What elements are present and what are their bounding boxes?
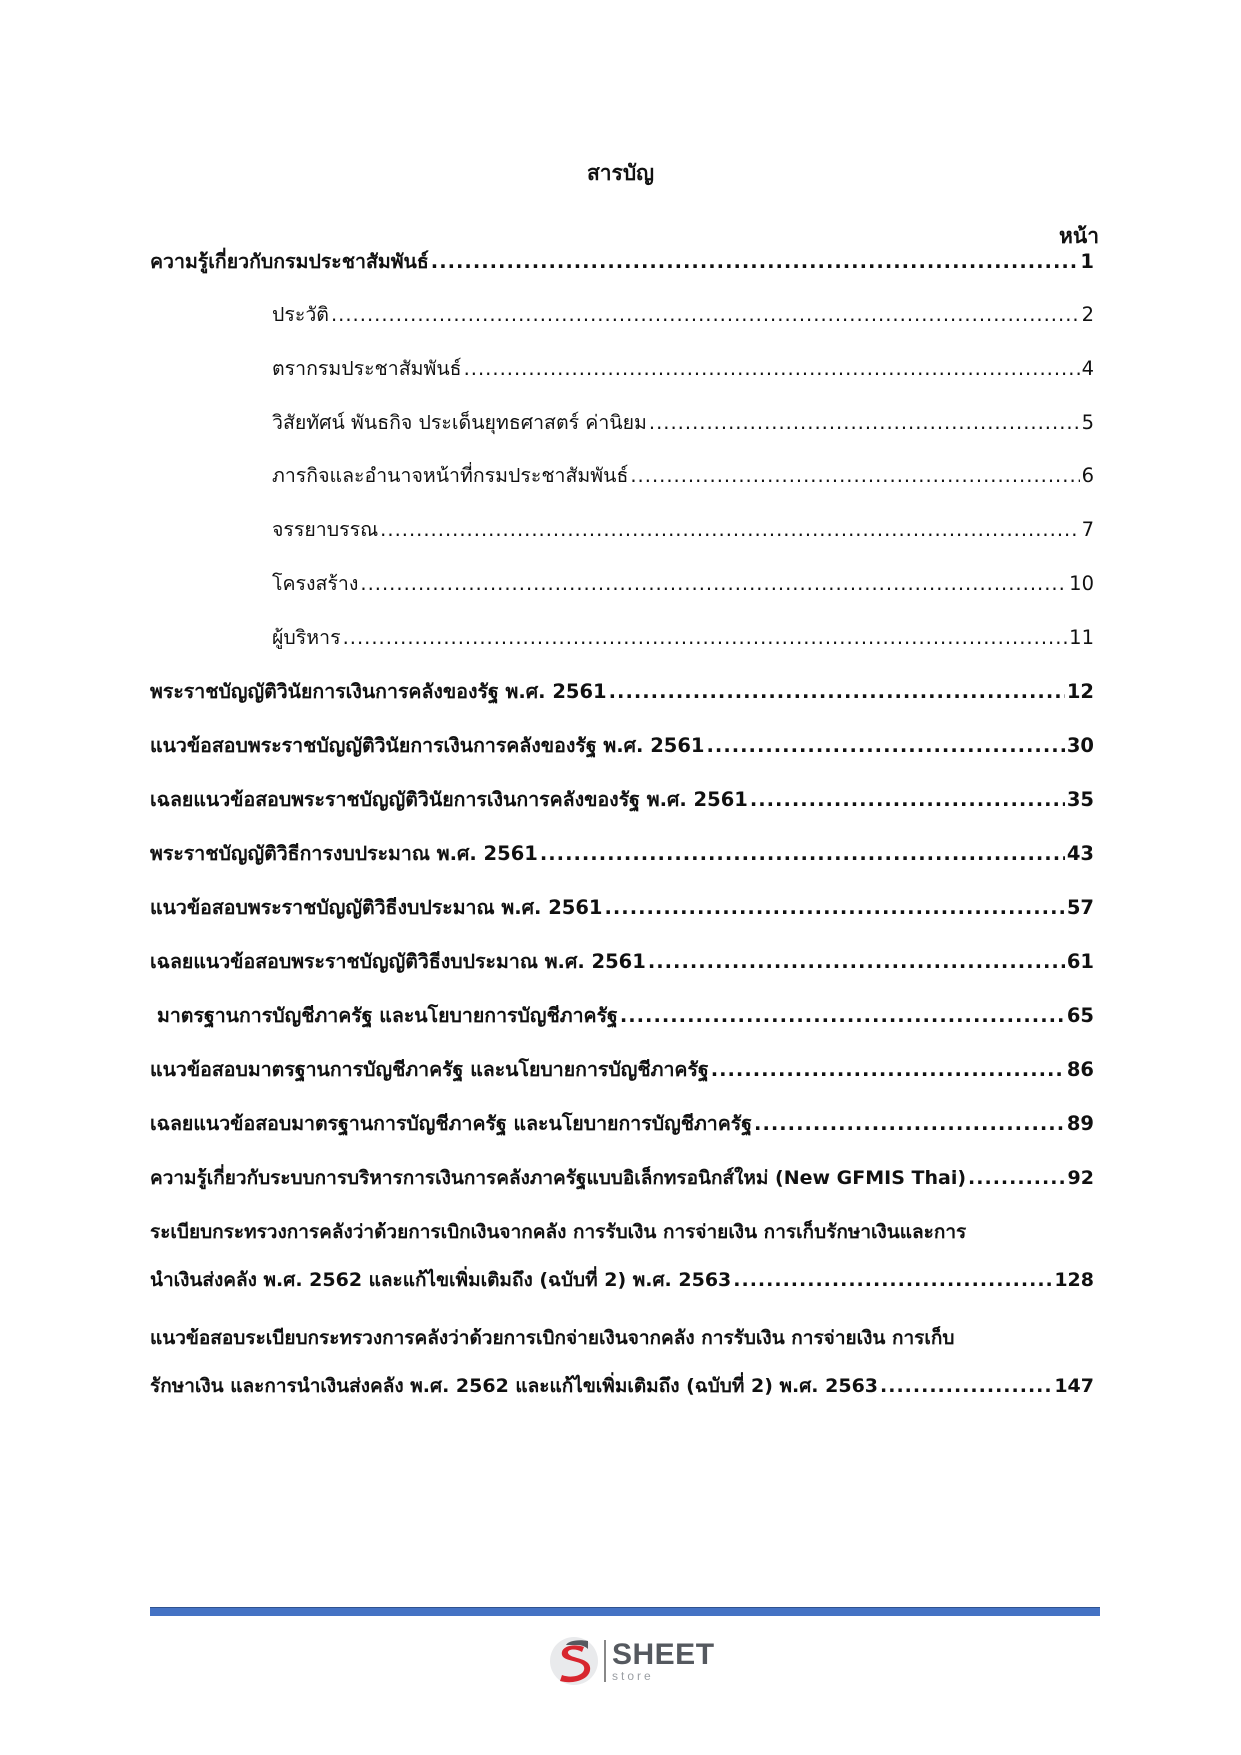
dot-leader [620, 996, 1065, 1036]
toc-entry-title: แนวข้อสอบพระราชบัญญัติวินัยการเงินการคลังของรัฐ พ.ศ. 2561 [150, 734, 705, 757]
dot-leader [604, 888, 1064, 928]
toc-entry-page: 2 [1081, 303, 1094, 326]
dot-leader [331, 295, 1080, 335]
toc-entry-page: 147 [1054, 1375, 1094, 1397]
toc-entry-title: ความรู้เกี่ยวกับกรมประชาสัมพันธ์ [150, 250, 429, 273]
dot-leader [540, 834, 1065, 874]
toc-entry-page: 65 [1066, 1004, 1094, 1027]
dot-leader [880, 1366, 1052, 1406]
toc-entry-title: ประวัติ [272, 303, 329, 326]
dot-leader [343, 618, 1068, 658]
toc-subentry[interactable] [272, 564, 1094, 604]
toc-subentry[interactable] [272, 295, 1094, 335]
toc-entry[interactable] [157, 996, 1094, 1036]
toc-entry-multiline[interactable] [150, 1212, 1094, 1304]
toc-entry[interactable] [150, 672, 1094, 712]
toc-entry-title: ตรากรมประชาสัมพันธ์ [272, 357, 462, 380]
sheet-store-logo-icon [548, 1635, 600, 1687]
dot-leader [648, 942, 1065, 982]
dot-leader [707, 726, 1065, 766]
toc-entry-title: วิสัยทัศน์ พันธกิจ ประเด็นยุทธศาสตร์ ค่านิยม [272, 411, 647, 434]
toc-subentry[interactable] [272, 403, 1094, 443]
dot-leader [968, 1158, 1066, 1198]
toc-entry[interactable] [150, 888, 1094, 928]
logo-word: SHEET [612, 1638, 715, 1671]
toc-entry[interactable] [150, 1104, 1094, 1144]
toc-entry-title: เฉลยแนวข้อสอบมาตรฐานการบัญชีภาครัฐ และนโยบายการบัญชีภาครัฐ [150, 1112, 753, 1135]
dot-leader [380, 510, 1079, 550]
page-title: สารบัญ [586, 161, 655, 185]
toc-entry-page: 35 [1066, 788, 1094, 811]
toc-entry-title-line1: ระเบียบกระทรวงการคลังว่าด้วยการเบิกเงินจากคลัง การรับเงิน การจ่ายเงิน การเก็บรักษาเงินและการ [150, 1221, 967, 1243]
toc-entry-page: 128 [1054, 1269, 1094, 1291]
toc-entry[interactable] [150, 1158, 1094, 1198]
toc-entry-title: มาตรฐานการบัญชีภาครัฐ และนโยบายการบัญชีภาครัฐ [157, 1004, 618, 1027]
logo-separator [604, 1640, 606, 1682]
toc-entry-title-line2: นำเงินส่งคลัง พ.ศ. 2562 และแก้ไขเพิ่มเติมถึง (ฉบับที่ 2) พ.ศ. 2563 [150, 1269, 732, 1291]
toc-entry-page: 89 [1066, 1112, 1094, 1135]
toc-entry-page: 43 [1066, 842, 1094, 865]
toc-entry-title: เฉลยแนวข้อสอบพระราชบัญญัติวิธีงบประมาณ พ.ศ. 2561 [150, 950, 646, 973]
toc-entry-page: 1 [1080, 250, 1094, 273]
toc-entry-title: ความรู้เกี่ยวกับระบบการบริหารการเงินการคลังภาครัฐแบบอิเล็กทรอนิกส์ใหม่ (New GFMIS Thai) [150, 1167, 967, 1189]
logo-subword: store [612, 1669, 654, 1683]
toc-entry-title: เฉลยแนวข้อสอบพระราชบัญญัติวินัยการเงินการคลังของรัฐ พ.ศ. 2561 [150, 788, 748, 811]
logo-wordmark [612, 1640, 715, 1682]
toc-entry-page: 61 [1066, 950, 1094, 973]
dot-leader [431, 242, 1079, 282]
toc-entry-title: พระราชบัญญัติวิธีการงบประมาณ พ.ศ. 2561 [150, 842, 538, 865]
toc-entry-title: แนวข้อสอบมาตรฐานการบัญชีภาครัฐ และนโยบายการบัญชีภาครัฐ [150, 1058, 709, 1081]
toc-entry-multiline[interactable] [150, 1318, 1094, 1410]
dot-leader [609, 672, 1065, 712]
toc-entry-page: 30 [1066, 734, 1094, 757]
toc-subentry[interactable] [272, 510, 1094, 550]
toc-entry-page: 4 [1081, 357, 1094, 380]
toc-entry[interactable] [150, 834, 1094, 874]
toc-entry-page: 12 [1066, 680, 1094, 703]
toc-entry-page: 10 [1069, 572, 1094, 595]
page-column-header: หน้า [1059, 224, 1099, 248]
dot-leader [360, 564, 1067, 604]
toc-subentry[interactable] [272, 349, 1094, 389]
toc-entry-page: 86 [1066, 1058, 1094, 1081]
toc-entry-page: 92 [1067, 1167, 1094, 1189]
toc-entry-title-line1: แนวข้อสอบระเบียบกระทรวงการคลังว่าด้วยการเบิกจ่ายเงินจากคลัง การรับเงิน การจ่ายเงิน การเก็บ [150, 1327, 955, 1349]
toc-subentry[interactable] [272, 456, 1094, 496]
toc-entry-page: 57 [1066, 896, 1094, 919]
toc-entry-title: พระราชบัญญัติวินัยการเงินการคลังของรัฐ พ.ศ. 2561 [150, 680, 607, 703]
dot-leader [649, 403, 1080, 443]
sheet-store-logo [548, 1633, 728, 1689]
toc-subentry[interactable] [272, 618, 1094, 658]
toc-entry[interactable] [150, 726, 1094, 766]
toc-entry[interactable] [150, 942, 1094, 982]
dot-leader [750, 780, 1065, 820]
toc-entry-title: ผู้บริหาร [272, 626, 341, 649]
dot-leader [754, 1104, 1065, 1144]
dot-leader [711, 1050, 1065, 1090]
dot-leader [464, 349, 1080, 389]
dot-leader [630, 456, 1079, 496]
toc-entry-title: โครงสร้าง [272, 572, 359, 595]
dot-leader [733, 1260, 1052, 1300]
footer-divider-bar [150, 1607, 1100, 1616]
toc-entry-title: แนวข้อสอบพระราชบัญญัติวิธีงบประมาณ พ.ศ. 2561 [150, 896, 603, 919]
toc-entry-page: 11 [1069, 626, 1094, 649]
toc-entry-page: 6 [1081, 464, 1094, 487]
toc-entry[interactable] [150, 780, 1094, 820]
toc-entry-page: 7 [1081, 518, 1094, 541]
toc-entry[interactable] [150, 1050, 1094, 1090]
toc-entry-title: ภารกิจและอำนาจหน้าที่กรมประชาสัมพันธ์ [272, 464, 629, 487]
toc-entry-page: 5 [1081, 411, 1094, 434]
toc-entry-title: จรรยาบรรณ [272, 518, 379, 541]
toc-entry-title-line2: รักษาเงิน และการนำเงินส่งคลัง พ.ศ. 2562 และแก้ไขเพิ่มเติมถึง (ฉบับที่ 2) พ.ศ. 2563 [150, 1375, 879, 1397]
toc-entry[interactable] [150, 242, 1094, 282]
